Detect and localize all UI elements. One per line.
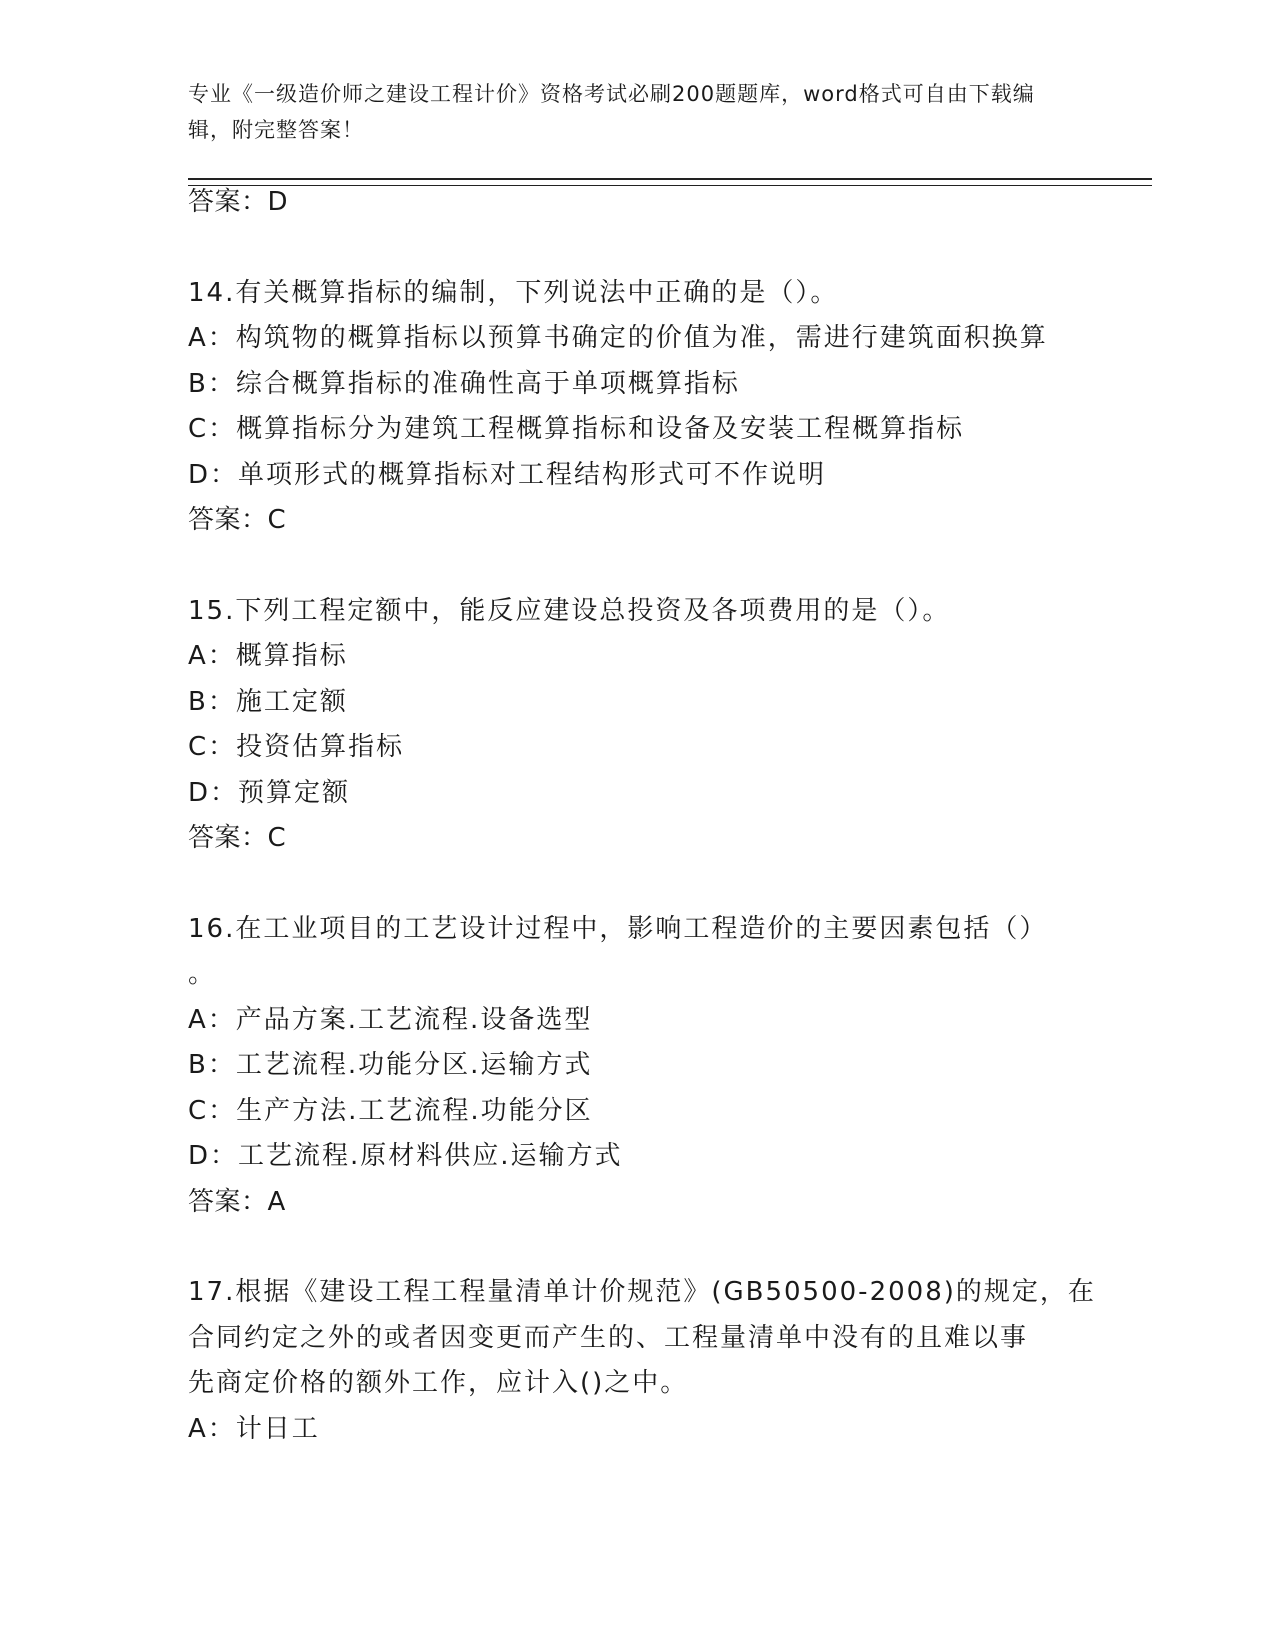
question-15	[188, 589, 1088, 862]
option-d: D：工艺流程.原材料供应.运输方式	[188, 1141, 623, 1171]
option-c: C：概算指标分为建筑工程概算指标和设备及安装工程概算指标	[188, 414, 965, 444]
answer: 答案：C	[188, 505, 287, 535]
question-17	[188, 1270, 1096, 1452]
question-stem-line-3: 先商定价格的额外工作，应计入()之中。	[188, 1368, 689, 1398]
option-b: B：施工定额	[188, 686, 348, 717]
question-stem-line-1: 17.根据《建设工程工程量清单计价规范》(GB50500-2008)的规定，在	[188, 1277, 1096, 1307]
answer: 答案：A	[188, 1186, 286, 1217]
option-b: B：工艺流程.功能分区.运输方式	[188, 1050, 593, 1080]
option-d: D：单项形式的概算指标对工程结构形式可不作说明	[188, 459, 827, 490]
option-a: A：计日工	[188, 1413, 320, 1444]
question-14	[188, 271, 1088, 544]
answer: 答案：C	[188, 823, 287, 853]
previous-answer: 答案：D	[188, 187, 289, 217]
question-stem-continuation: 。	[188, 959, 217, 989]
option-c: C：投资估算指标	[188, 732, 405, 762]
option-d: D：预算定额	[188, 777, 351, 808]
option-a: A：构筑物的概算指标以预算书确定的价值为准，需进行建筑面积换算	[188, 323, 1048, 353]
question-stem: 16.在工业项目的工艺设计过程中，影响工程造价的主要因素包括（）	[188, 913, 1048, 944]
document-intro: 专业《一级造价师之建设工程计价》资格考试必刷200题题库，word格式可自由下载编辑，附完整答案！	[188, 82, 1035, 142]
question-content	[188, 180, 1096, 1452]
option-a: A：概算指标	[188, 641, 348, 671]
option-a: A：产品方案.工艺流程.设备选型	[188, 1004, 593, 1035]
option-b: B：综合概算指标的准确性高于单项概算指标	[188, 368, 740, 399]
question-stem-line-2: 合同约定之外的或者因变更而产生的、工程量清单中没有的且难以事	[188, 1322, 1029, 1353]
question-stem: 15.下列工程定额中，能反应建设总投资及各项费用的是（）。	[188, 595, 951, 626]
question-stem: 14.有关概算指标的编制，下列说法中正确的是（）。	[188, 277, 839, 308]
option-c: C：生产方法.工艺流程.功能分区	[188, 1095, 593, 1126]
question-16	[188, 907, 1088, 1226]
